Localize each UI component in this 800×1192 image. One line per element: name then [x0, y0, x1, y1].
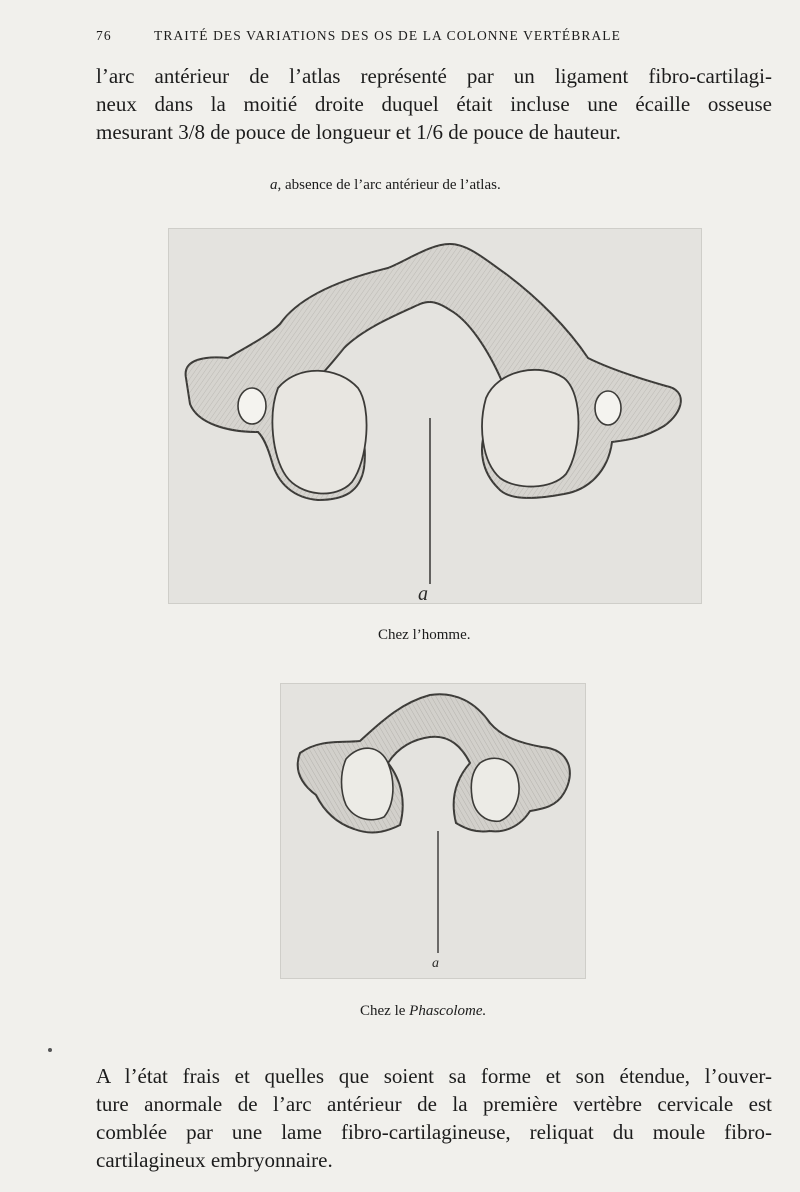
- caption-letter: a,: [270, 177, 282, 193]
- figure-human-atlas: [168, 228, 702, 604]
- text-line: comblée par une lame fibro-cartilagineuse, reliquat du moule fibro-: [96, 1120, 772, 1144]
- text-line: A l’état frais et quelles que soient sa forme et son étendue, l’ouver-: [96, 1064, 772, 1088]
- text-line: cartilagineux embryonnaire.: [96, 1148, 333, 1172]
- paragraph-bottom: [96, 1062, 772, 1174]
- text-line: mesurant 3/8 de pouce de longueur et 1/6 de pouce de hauteur.: [96, 120, 621, 144]
- figure-phascolome-atlas: [280, 683, 586, 979]
- caption-prefix: Chez le: [360, 1003, 406, 1019]
- running-title: TRAITÉ DES VARIATIONS DES OS DE LA COLONNE VERTÉBRALE: [154, 28, 621, 43]
- figure-label: a: [432, 956, 439, 971]
- figure1-caption: Chez l’homme.: [378, 627, 471, 643]
- text-line: ture anormale de l’arc antérieur de la première vertèbre cervicale est: [96, 1092, 772, 1116]
- text-line: l’arc antérieur de l’atlas représenté par un ligament fibro-cartilagi-: [96, 64, 772, 88]
- caption-italic: Phascolome.: [409, 1003, 487, 1019]
- caption-text: absence de l’arc antérieur de l’atlas.: [285, 177, 501, 193]
- figure-caption-top: [270, 177, 501, 194]
- atlas-drawing-phascolome: [280, 683, 586, 979]
- figure-label: a: [418, 583, 428, 604]
- text-line: neux dans la moitié droite duquel était incluse une écaille osseuse: [96, 92, 772, 116]
- figure2-caption: [360, 1003, 486, 1020]
- page-number: 76: [96, 28, 112, 43]
- atlas-drawing-human: [168, 228, 702, 604]
- paragraph-top: [96, 62, 772, 146]
- ink-speck: [48, 1048, 52, 1052]
